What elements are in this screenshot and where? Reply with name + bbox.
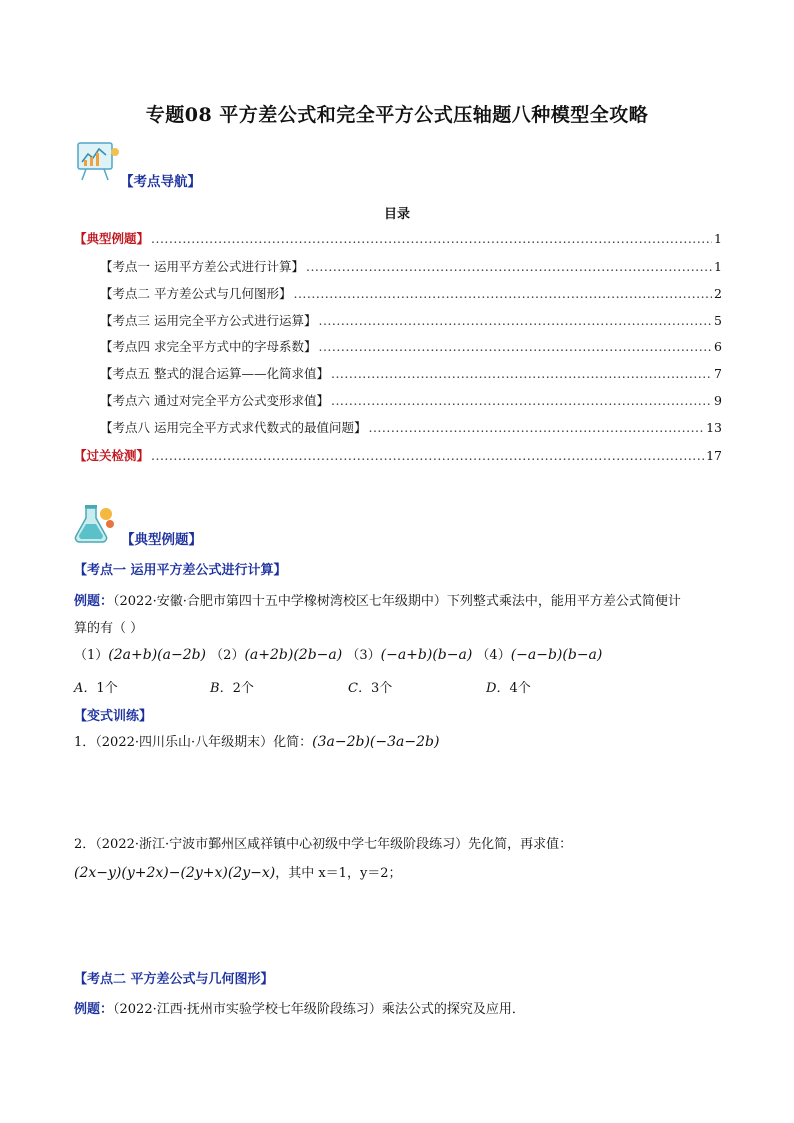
toc-leader-dots [331, 366, 712, 381]
example-text: （2022·安徽·合肥市第四十五中学橡树湾校区七年级期中）下列整式乘法中，能用平方差公式简便计 [113, 594, 681, 609]
option-no: （4） [476, 648, 511, 663]
toc-row-topic4[interactable] [100, 337, 722, 355]
question-1-prefix: 1．（2022·四川乐山·八年级期末）化简： [74, 735, 313, 750]
toc-row-topic6[interactable] [100, 391, 722, 409]
option-expr: (a+2b)(2b−a) [244, 647, 343, 663]
choice-letter: B． [210, 681, 233, 696]
choice-d[interactable] [486, 677, 531, 696]
toc-row-topic3[interactable] [100, 311, 722, 329]
choice-text: 4个 [509, 681, 531, 696]
option-no: （1） [74, 648, 109, 663]
toc-row-label: 【考点二 平方差公式与几何图形】 [100, 286, 292, 301]
toc-row-page: 9 [714, 393, 722, 408]
choice-text: 1个 [96, 681, 118, 696]
toc-leader-dots [331, 393, 712, 408]
example2-label: 例题： [74, 1002, 114, 1017]
choice-b[interactable] [210, 677, 254, 696]
choice-c[interactable] [348, 677, 392, 696]
toc-leader-dots [151, 231, 712, 246]
example2-line [74, 998, 525, 1017]
variant-heading: 【变式训练】 [74, 709, 153, 724]
toc-leader-dots [293, 286, 712, 301]
nav-heading: 【考点导航】 [120, 174, 201, 190]
question-1 [74, 731, 439, 750]
option-expr: (−a+b)(b−a) [380, 647, 473, 663]
choice-a[interactable] [74, 677, 118, 696]
question-2-suffix: ，其中 x＝1，y＝2； [275, 866, 402, 881]
example-line-1 [74, 590, 681, 609]
example-text-cont: 算的有（ ） [74, 621, 144, 636]
toc-row-topic8[interactable] [100, 418, 722, 436]
question-2-prefix: 2．（2022·浙江·宁波市鄞州区咸祥镇中心初级中学七年级阶段练习）先化简，再求值： [74, 837, 573, 852]
toc-leader-dots [318, 313, 712, 328]
toc-title: 目录 [383, 207, 410, 222]
toc-row-topic1[interactable] [100, 257, 722, 275]
toc-leader-dots [151, 448, 704, 463]
toc-row-check[interactable] [74, 446, 722, 464]
toc-row-page: 1 [714, 259, 722, 274]
toc-leader-dots [306, 259, 712, 274]
option-no: （3） [346, 648, 381, 663]
topic2-heading: 【考点二 平方差公式与几何图形】 [74, 972, 274, 987]
options-expr-line [74, 644, 602, 663]
toc-row-label: 【考点五 整式的混合运算——化简求值】 [100, 366, 329, 381]
toc-row-page: 17 [706, 448, 722, 463]
toc-row-page: 5 [714, 313, 722, 328]
toc-row-label: 【考点三 运用完全平方公式进行运算】 [100, 313, 317, 328]
option-expr: (−a−b)(b−a) [510, 647, 603, 663]
section-heading-typical: 【典型例题】 [121, 532, 202, 548]
toc-row-page: 1 [714, 231, 722, 246]
choice-text: 3个 [370, 681, 393, 696]
choice-letter: C． [348, 681, 371, 696]
page-title: 专题08 平方差公式和完全平方公式压轴题八种模型全攻略 [145, 104, 649, 126]
question-2-expr: (2x−y)(y+2x)−(2y+x)(2y−x) [74, 865, 276, 881]
option-expr: (2a+b)(a−2b) [108, 647, 207, 663]
toc-row-label: 【考点六 通过对完全平方公式变形求值】 [100, 393, 329, 408]
toc-row-typical[interactable] [74, 229, 722, 247]
toc-leader-dots [318, 339, 712, 354]
toc-row-label: 【考点八 运用完全平方式求代数式的最值问题】 [100, 420, 367, 435]
example2-text: （2022·江西·抚州市实验学校七年级阶段练习）乘法公式的探究及应用． [113, 1002, 525, 1017]
toc-row-topic5[interactable] [100, 364, 722, 382]
toc-row-page: 2 [714, 286, 722, 301]
choice-letter: A． [74, 681, 97, 696]
toc-row-page: 6 [714, 339, 722, 354]
topic1-heading: 【考点一 运用平方差公式进行计算】 [74, 563, 287, 578]
chart-board-icon [74, 140, 122, 182]
example-label: 例题： [74, 594, 114, 609]
toc-row-label: 【典型例题】 [74, 231, 150, 246]
toc-row-page: 7 [714, 366, 722, 381]
toc-row-topic2[interactable] [100, 284, 722, 302]
option-no: （2） [210, 648, 245, 663]
choice-letter: D． [486, 681, 510, 696]
toc-leader-dots [368, 420, 704, 435]
toc-row-label: 【过关检测】 [74, 448, 150, 463]
toc-row-label: 【考点一 运用平方差公式进行计算】 [100, 259, 304, 274]
question-1-expr: (3a−2b)(−3a−2b) [312, 734, 440, 750]
choice-text: 2个 [232, 681, 254, 696]
toc-row-label: 【考点四 求完全平方式中的字母系数】 [100, 339, 317, 354]
flask-icon [72, 500, 120, 548]
toc-row-page: 13 [706, 420, 722, 435]
question-2 [74, 862, 402, 881]
